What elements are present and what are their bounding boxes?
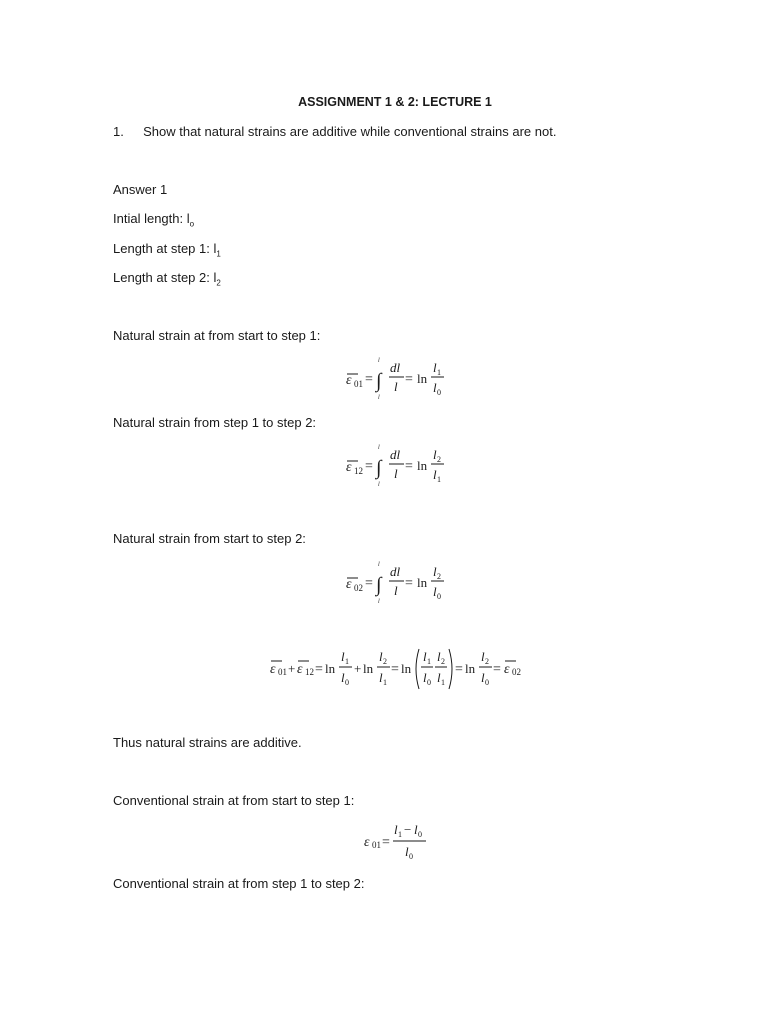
length-step2: [113, 270, 221, 288]
den-l: l: [423, 670, 427, 685]
den-sub: 0: [427, 678, 431, 687]
conventional-start-step1-heading: Conventional strain at from start to step 1:: [113, 793, 355, 808]
upper-limit: l: [378, 358, 380, 364]
lower-limit: l: [378, 482, 380, 488]
integral-sign: ∫: [376, 457, 382, 479]
den-l: l: [481, 670, 485, 685]
equals: =: [315, 662, 323, 677]
eps-sub: 01: [372, 840, 381, 850]
eps-sub: 02: [512, 667, 521, 677]
eps-symbol: ε: [364, 835, 370, 850]
den-sub: 0: [409, 852, 413, 861]
den-l: l: [379, 670, 383, 685]
minus: −: [404, 822, 412, 837]
num-sub: 2: [383, 657, 387, 666]
left-paren: [416, 649, 419, 689]
num-sub: 0: [418, 830, 422, 839]
num-sub: 1: [427, 657, 431, 666]
eps-sub: 01: [278, 667, 287, 677]
equation-natural-sum: [265, 645, 525, 695]
equals: =: [365, 372, 373, 387]
initial-length-sub: o: [189, 219, 195, 229]
plus: +: [288, 661, 296, 676]
eps-sub: 01: [354, 379, 363, 389]
eps-symbol: ε: [297, 662, 303, 677]
num-sub: 2: [485, 657, 489, 666]
num-l: l: [433, 447, 437, 462]
integral-sign: ∫: [376, 370, 382, 392]
initial-length-label: Intial length: l: [113, 211, 190, 226]
den-l: l: [433, 380, 437, 395]
length-step2-label: Length at step 2: l: [113, 270, 217, 285]
natural-start-step1-heading: Natural strain at from start to step 1:: [113, 328, 321, 343]
denominator-l: l: [394, 583, 398, 598]
ln: ln: [417, 575, 428, 590]
den-sub: 1: [437, 475, 441, 484]
num-sub: 1: [398, 830, 402, 839]
eps-symbol: ε: [346, 577, 352, 592]
eps-sub: 12: [354, 466, 363, 476]
den-sub: 1: [383, 678, 387, 687]
num-sub: 2: [437, 455, 441, 464]
equals: =: [405, 459, 413, 474]
num-l: l: [423, 649, 427, 664]
ln: ln: [325, 661, 336, 676]
natural-step1-step2-heading: Natural strain from step 1 to step 2:: [113, 415, 317, 430]
den-sub: 0: [345, 678, 349, 687]
length-step2-sub: 2: [216, 278, 221, 288]
denominator-l: l: [394, 466, 398, 481]
length-step1-label: Length at step 1: l: [113, 241, 217, 256]
ln: ln: [417, 371, 428, 386]
equation-natural-01: [340, 352, 460, 404]
eps-symbol: ε: [346, 460, 352, 475]
ln: ln: [417, 458, 428, 473]
natural-start-step2-heading: Natural strain from start to step 2:: [113, 531, 306, 546]
den-l: l: [433, 584, 437, 599]
equals: =: [365, 576, 373, 591]
right-paren: [449, 649, 452, 689]
numerator-dl: dl: [390, 564, 401, 579]
den-l: l: [437, 670, 441, 685]
equation-natural-12: [340, 439, 460, 491]
denominator-l: l: [394, 379, 398, 394]
eps-sub: 12: [305, 667, 314, 677]
length-step1: [113, 241, 221, 259]
question-1: [113, 124, 556, 139]
den-l: l: [341, 670, 345, 685]
num-l: l: [437, 649, 441, 664]
lower-limit: l: [378, 599, 380, 605]
equals: =: [391, 662, 399, 677]
integral-sign: ∫: [376, 574, 382, 596]
num-l: l: [394, 822, 398, 837]
den-sub: 0: [437, 388, 441, 397]
length-step1-sub: 1: [216, 249, 221, 259]
den-l: l: [405, 844, 409, 859]
ln: ln: [363, 661, 374, 676]
den-l: l: [433, 467, 437, 482]
num-l: l: [414, 822, 418, 837]
answer-heading: Answer 1: [113, 182, 168, 197]
equals: =: [405, 372, 413, 387]
equals: =: [405, 576, 413, 591]
num-l: l: [379, 649, 383, 664]
equals: =: [382, 835, 390, 850]
page-title: ASSIGNMENT 1 & 2: LECTURE 1: [298, 95, 492, 109]
upper-limit: l: [378, 445, 380, 451]
num-l: l: [433, 564, 437, 579]
question-text: Show that natural strains are additive while conventional strains are not.: [143, 124, 557, 139]
numerator-dl: dl: [390, 447, 401, 462]
eps-sub: 02: [354, 583, 363, 593]
eps-symbol: ε: [270, 662, 276, 677]
numerator-dl: dl: [390, 360, 401, 375]
eps-symbol: ε: [504, 662, 510, 677]
equals: =: [365, 459, 373, 474]
num-l: l: [433, 360, 437, 375]
num-l: l: [341, 649, 345, 664]
num-sub: 1: [437, 368, 441, 377]
equation-conventional-01: [360, 816, 440, 864]
equation-natural-02: [340, 556, 460, 608]
lower-limit: l: [378, 395, 380, 401]
initial-length: [113, 211, 194, 229]
question-number: 1.: [113, 124, 124, 139]
equals: =: [493, 662, 501, 677]
conventional-step1-step2-heading: Conventional strain at from step 1 to step 2:: [113, 876, 365, 891]
upper-limit: l: [378, 562, 380, 568]
den-sub: 0: [437, 592, 441, 601]
ln: ln: [401, 661, 412, 676]
conclusion: Thus natural strains are additive.: [113, 735, 302, 750]
num-l: l: [481, 649, 485, 664]
num-sub: 2: [441, 657, 445, 666]
equals: =: [455, 662, 463, 677]
ln: ln: [465, 661, 476, 676]
den-sub: 1: [441, 678, 445, 687]
num-sub: 2: [437, 572, 441, 581]
plus: +: [354, 661, 362, 676]
eps-symbol: ε: [346, 373, 352, 388]
num-sub: 1: [345, 657, 349, 666]
den-sub: 0: [485, 678, 489, 687]
